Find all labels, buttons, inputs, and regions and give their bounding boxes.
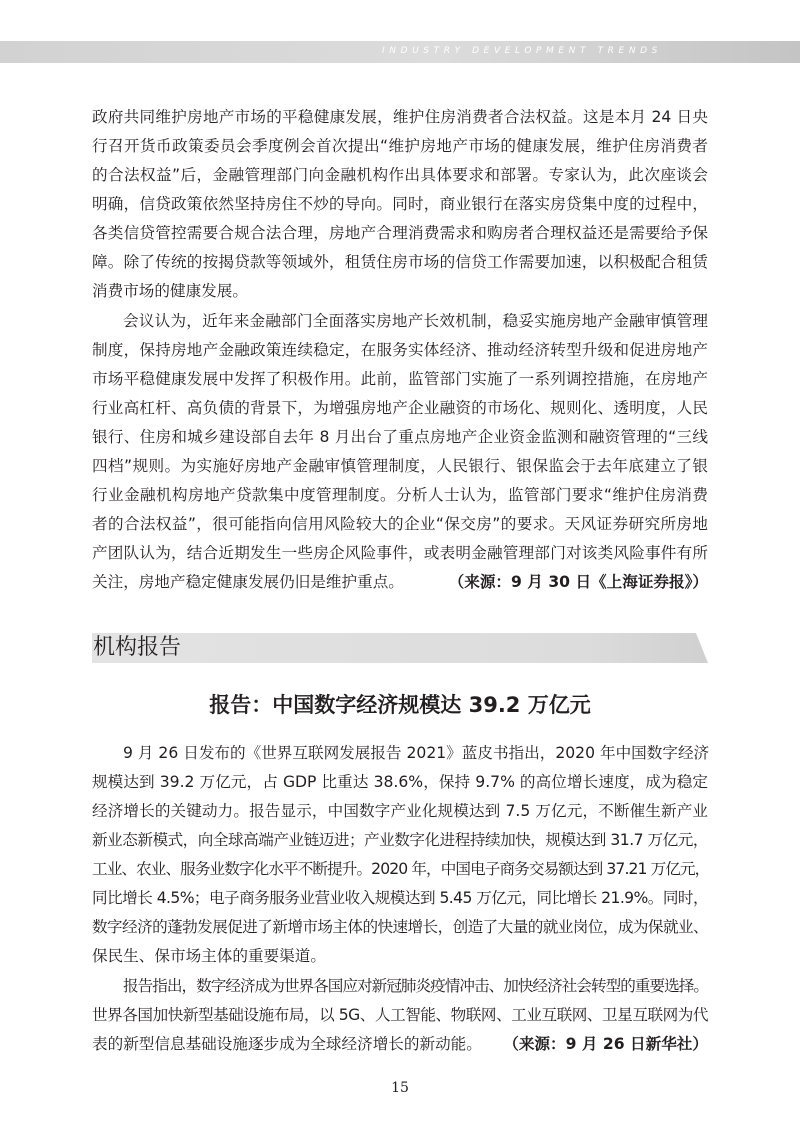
text-line: 制度，保持房地产金融政策连续稳定，在服务实体经济、推动经济转型升级和促进房地产 [92,341,708,359]
article1-paragraph2 [92,307,708,597]
text-line: 数字经济的蓬勃发展促进了新增市场主体的快速增长，创造了大量的就业岗位，成为保就业、 [92,918,708,936]
page-number: 15 [391,1080,409,1096]
text-line: 的合法权益”后，金融管理部门向金融机构作出具体要求和部署。专家认为，此次座谈会 [92,166,708,184]
section-band-fold [696,633,708,663]
text-line: 明确，信贷政策依然坚持房住不炒的导向。同时，商业银行在落实房贷集中度的过程中， [92,195,708,213]
text-line: 市场平稳健康发展中发挥了积极作用。此前，监管部门实施了一系列调控措施，在房地产 [92,370,708,388]
text-line: 消费市场的健康发展。 [92,282,248,300]
text-line: 保民生、保市场主体的重要渠道。 [92,947,326,965]
text-line: 政府共同维护房地产市场的平稳健康发展，维护住房消费者合法权益。这是本月 24 日央 [92,108,708,126]
text-line: 银行、住房和城乡建设部自去年 8 月出台了重点房地产企业资金监测和融资管理的“三线 [92,428,708,446]
text-line: 经济增长的关键动力。报告显示，中国数字产业化规模达到 7.5 万亿元，不断催生新产业 [92,802,708,820]
source-citation: （来源：9 月 26 日新华社） [503,1035,708,1053]
text-line: 者的合法权益”，很可能指向信用风险较大的企业“保交房”的要求。天风证券研究所房地 [92,515,708,533]
article2-paragraph1 [92,739,708,971]
text-line: 会议认为，近年来金融部门全面落实房地产长效机制，稳妥实施房地产金融审慎管理 [123,312,708,330]
text-line: 行召开货币政策委员会季度例会首次提出“维护房地产市场的健康发展，维护住房消费者 [92,137,708,155]
text-line: 产团队认为，结合近期发生一些房企风险事件，或表明金融管理部门对该类风险事件有所 [92,544,708,562]
report-title: 报告：中国数字经济规模达 39.2 万亿元 [209,693,591,717]
text-line: 各类信贷管控需要合规合法合理，房地产合理消费需求和购房者合理权益还是需要给予保 [92,224,708,242]
text-line-with-source [92,568,708,597]
text-line: 四档”规则。为实施好房地产金融审慎管理制度，人民银行、银保监会于去年底建立了银 [92,457,708,475]
running-title: INDUSTRY DEVELOPMENT TRENDS [382,46,662,56]
text-line: 新业态新模式，向全球高端产业链迈进；产业数字化进程持续加快，规模达到 31.7 万亿元， [92,831,708,849]
text-line: 行业高杠杆、高负债的背景下，为增强房地产企业融资的市场化、规则化、透明度，人民 [92,399,708,417]
text-line: 关注，房地产稳定健康发展仍旧是维护重点。 [92,573,404,591]
text-line: 9 月 26 日发布的《世界互联网发展报告 2021》蓝皮书指出，2020 年中国数字经济 [123,744,710,762]
text-line: 世界各国加快新型基础设施布局，以 5G、人工智能、物联网、工业互联网、卫星互联网为代 [92,1006,708,1024]
section-header-band [92,633,708,663]
article1-paragraph1 [92,103,708,306]
text-line: 规模达到 39.2 万亿元，占 GDP 比重达 38.6%，保持 9.7% 的高位增长速度，成为稳定 [92,773,708,791]
source-citation: （来源：9 月 30 日《上海证券报》） [448,573,708,591]
text-line: 报告指出，数字经济成为世界各国应对新冠肺炎疫情冲击、加快经济社会转型的重要选择。 [123,977,708,995]
text-line: 行业金融机构房地产贷款集中度管理制度。分析人士认为，监管部门要求“维护住房消费 [92,486,708,504]
text-line: 表的新型信息基础设施逐步成为全球经济增长的新动能。 [92,1035,482,1053]
article2-paragraph2 [92,972,708,1059]
text-line: 障。除了传统的按揭贷款等领域外，租赁住房市场的信贷工作需要加速，以积极配合租赁 [92,253,708,271]
section-title: 机构报告 [93,635,182,660]
text-line: 工业、农业、服务业数字化水平不断提升。2020 年，中国电子商务交易额达到 37.21 万亿元， [92,860,710,878]
text-line-with-source [92,1030,708,1059]
text-line: 同比增长 4.5%；电子商务服务业营业收入规模达到 5.45 万亿元，同比增长 21.9%。同时， [92,889,708,907]
